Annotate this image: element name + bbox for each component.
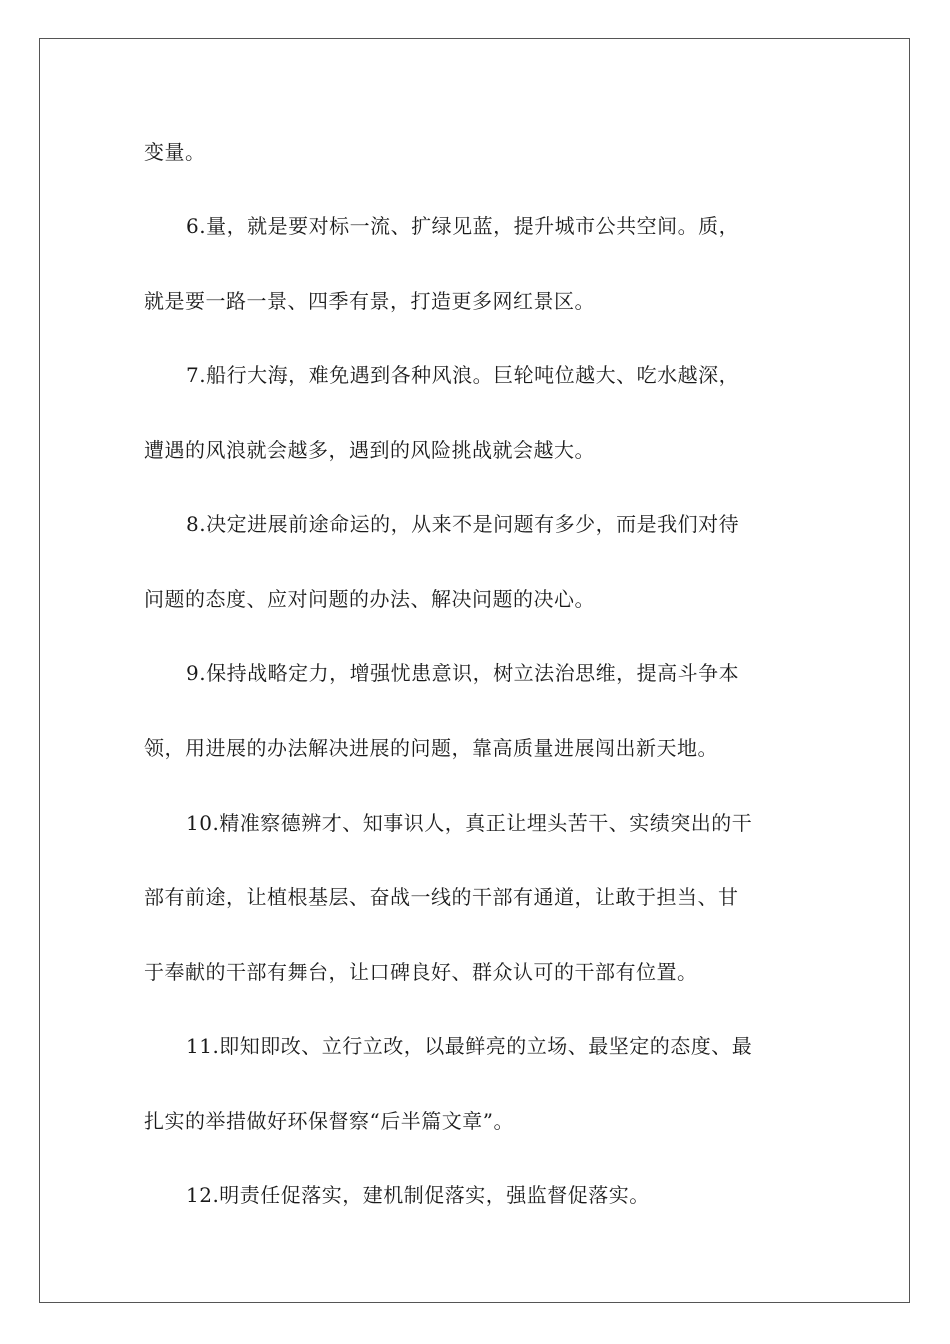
text-line: 问题的态度、应对问题的办法、解决问题的决心。: [144, 587, 595, 611]
text-line: 遭遇的风浪就会越多，遇到的风险挑战就会越大。: [144, 438, 595, 462]
text-line: 变量。: [144, 140, 206, 164]
text-line: 就是要一路一景、四季有景，打造更多网红景区。: [144, 289, 595, 313]
text-line: 于奉献的干部有舞台，让口碑良好、群众认可的干部有位置。: [144, 960, 698, 984]
text-line: 8.决定进展前途命运的，从来不是问题有多少，而是我们对待: [186, 512, 740, 536]
text-line: 领，用进展的办法解决进展的问题，靠高质量进展闯出新天地。: [144, 736, 718, 760]
text-line: 6.量，就是要对标一流、扩绿见蓝，提升城市公共空间。质，: [186, 214, 740, 238]
text-line: 12.明责任促落实，建机制促落实，强监督促落实。: [186, 1183, 650, 1207]
text-line: 扎实的举措做好环保督察“后半篇文章”。: [144, 1109, 514, 1133]
text-line: 11.即知即改、立行立改，以最鲜亮的立场、最坚定的态度、最: [186, 1034, 753, 1058]
text-line: 7.船行大海，难免遇到各种风浪。巨轮吨位越大、吃水越深，: [186, 363, 740, 387]
text-line: 10.精准察德辨才、知事识人，真正让埋头苦干、实绩突出的干: [186, 811, 753, 835]
text-line: 9.保持战略定力，增强忧患意识，树立法治思维，提高斗争本: [186, 661, 740, 685]
text-line: 部有前途，让植根基层、奋战一线的干部有通道，让敢于担当、甘: [144, 885, 739, 909]
